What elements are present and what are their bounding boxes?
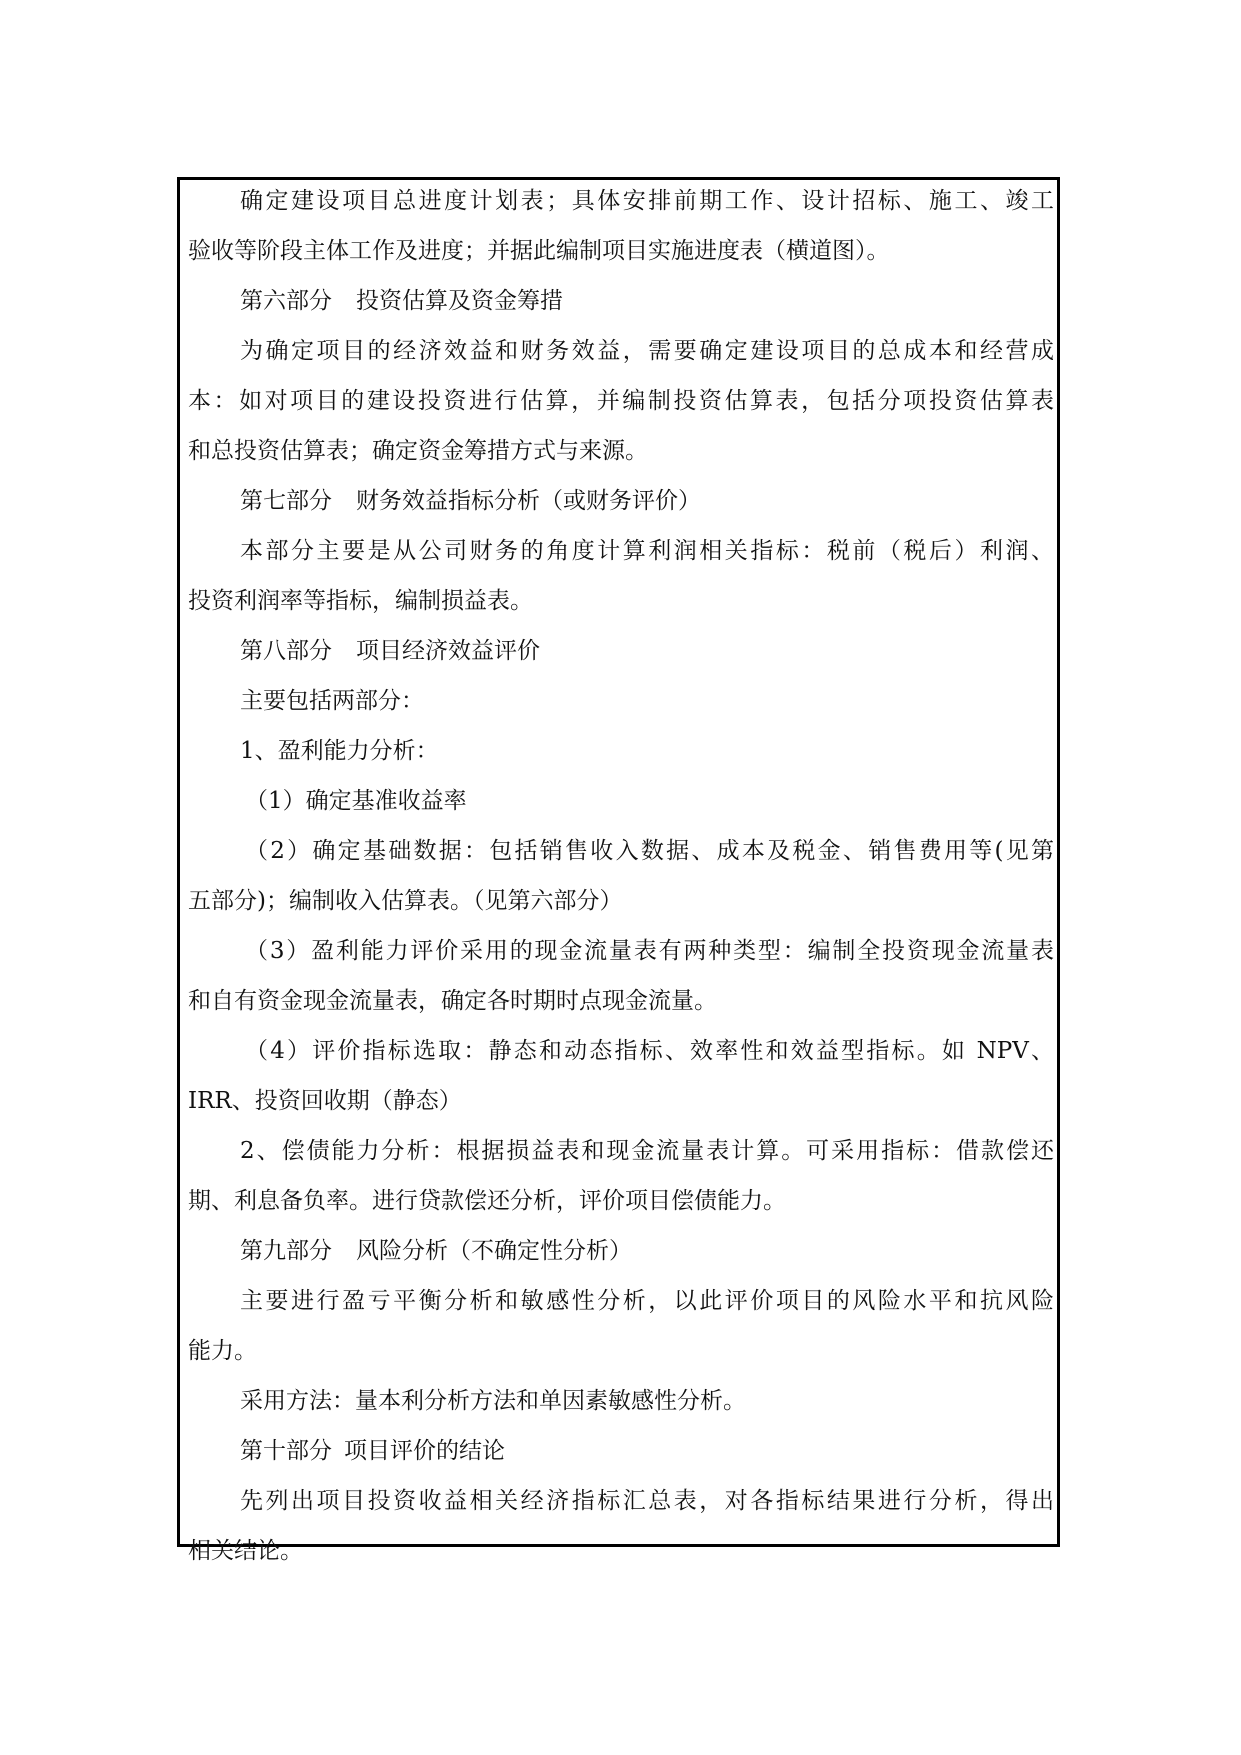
section-part-label: 第七部分: [240, 488, 332, 514]
section-title: 风险分析（不确定性分析）: [356, 1238, 632, 1264]
paragraph-line: 本部分主要是从公司财务的角度计算利润相关指标：税前（税后）利润、: [240, 538, 1054, 564]
paragraph-line: 验收等阶段主体工作及进度；并据此编制项目实施进度表（横道图）。: [188, 238, 890, 264]
section-heading-8: [188, 626, 1054, 676]
paragraph-line: 为确定项目的经济效益和财务效益，需要确定建设项目的总成本和经营成: [240, 338, 1054, 364]
section-heading-6: [188, 276, 1054, 326]
paragraph-line: 先列出项目投资收益相关经济指标汇总表，对各指标结果进行分析，得出: [240, 1488, 1054, 1514]
paragraph-line: IRR、投资回收期（静态）: [188, 1088, 462, 1114]
section-title: 投资估算及资金筹措: [356, 288, 563, 314]
paragraph-line: 采用方法：量本利分析方法和单因素敏感性分析。: [240, 1388, 746, 1414]
section-part-label: 第六部分: [240, 288, 332, 314]
list-item: 1、盈利能力分析：: [240, 738, 439, 764]
paragraph-line: 确定建设项目总进度计划表；具体安排前期工作、设计招标、施工、竣工: [240, 188, 1054, 214]
section-title: 财务效益指标分析（或财务评价）: [356, 488, 701, 514]
paragraph-line: 期、利息备负率。进行贷款偿还分析，评价项目偿债能力。: [188, 1188, 786, 1214]
section-heading-9: [188, 1226, 1054, 1276]
paragraph-line: 主要进行盈亏平衡分析和敏感性分析，以此评价项目的风险水平和抗风险: [240, 1288, 1054, 1314]
list-item: （1）确定基准收益率: [245, 788, 467, 814]
paragraph-line: 主要包括两部分：: [240, 688, 424, 714]
section-heading-7: [188, 476, 1054, 526]
section-part-label: 第八部分: [240, 638, 332, 664]
paragraph-line: 和总投资估算表；确定资金筹措方式与来源。: [188, 438, 648, 464]
document-body: [188, 176, 1054, 1576]
list-item: 2、偿债能力分析：根据损益表和现金流量表计算。可采用指标：借款偿还: [240, 1138, 1054, 1164]
section-title: 项目经济效益评价: [356, 638, 540, 664]
paragraph-line: 相关结论。: [188, 1538, 303, 1564]
paragraph-line: 本：如对项目的建设投资进行估算，并编制投资估算表，包括分项投资估算表: [188, 388, 1054, 414]
paragraph-line: 能力。: [188, 1338, 257, 1364]
section-heading-10: [188, 1426, 1054, 1476]
list-item: （3）盈利能力评价采用的现金流量表有两种类型：编制全投资现金流量表: [245, 938, 1054, 964]
list-item: （4）评价指标选取：静态和动态指标、效率性和效益型指标。如 NPV、: [245, 1038, 1054, 1064]
paragraph-line: 和自有资金现金流量表，确定各时期时点现金流量。: [188, 988, 717, 1014]
paragraph-line: 五部分)；编制收入估算表。（见第六部分）: [188, 888, 623, 914]
section-part-label: 第十部分: [240, 1438, 332, 1464]
list-item: （2）确定基础数据：包括销售收入数据、成本及税金、销售费用等(见第: [245, 838, 1054, 864]
section-title: 项目评价的结论: [344, 1438, 505, 1464]
section-part-label: 第九部分: [240, 1238, 332, 1264]
paragraph-line: 投资利润率等指标，编制损益表。: [188, 588, 533, 614]
